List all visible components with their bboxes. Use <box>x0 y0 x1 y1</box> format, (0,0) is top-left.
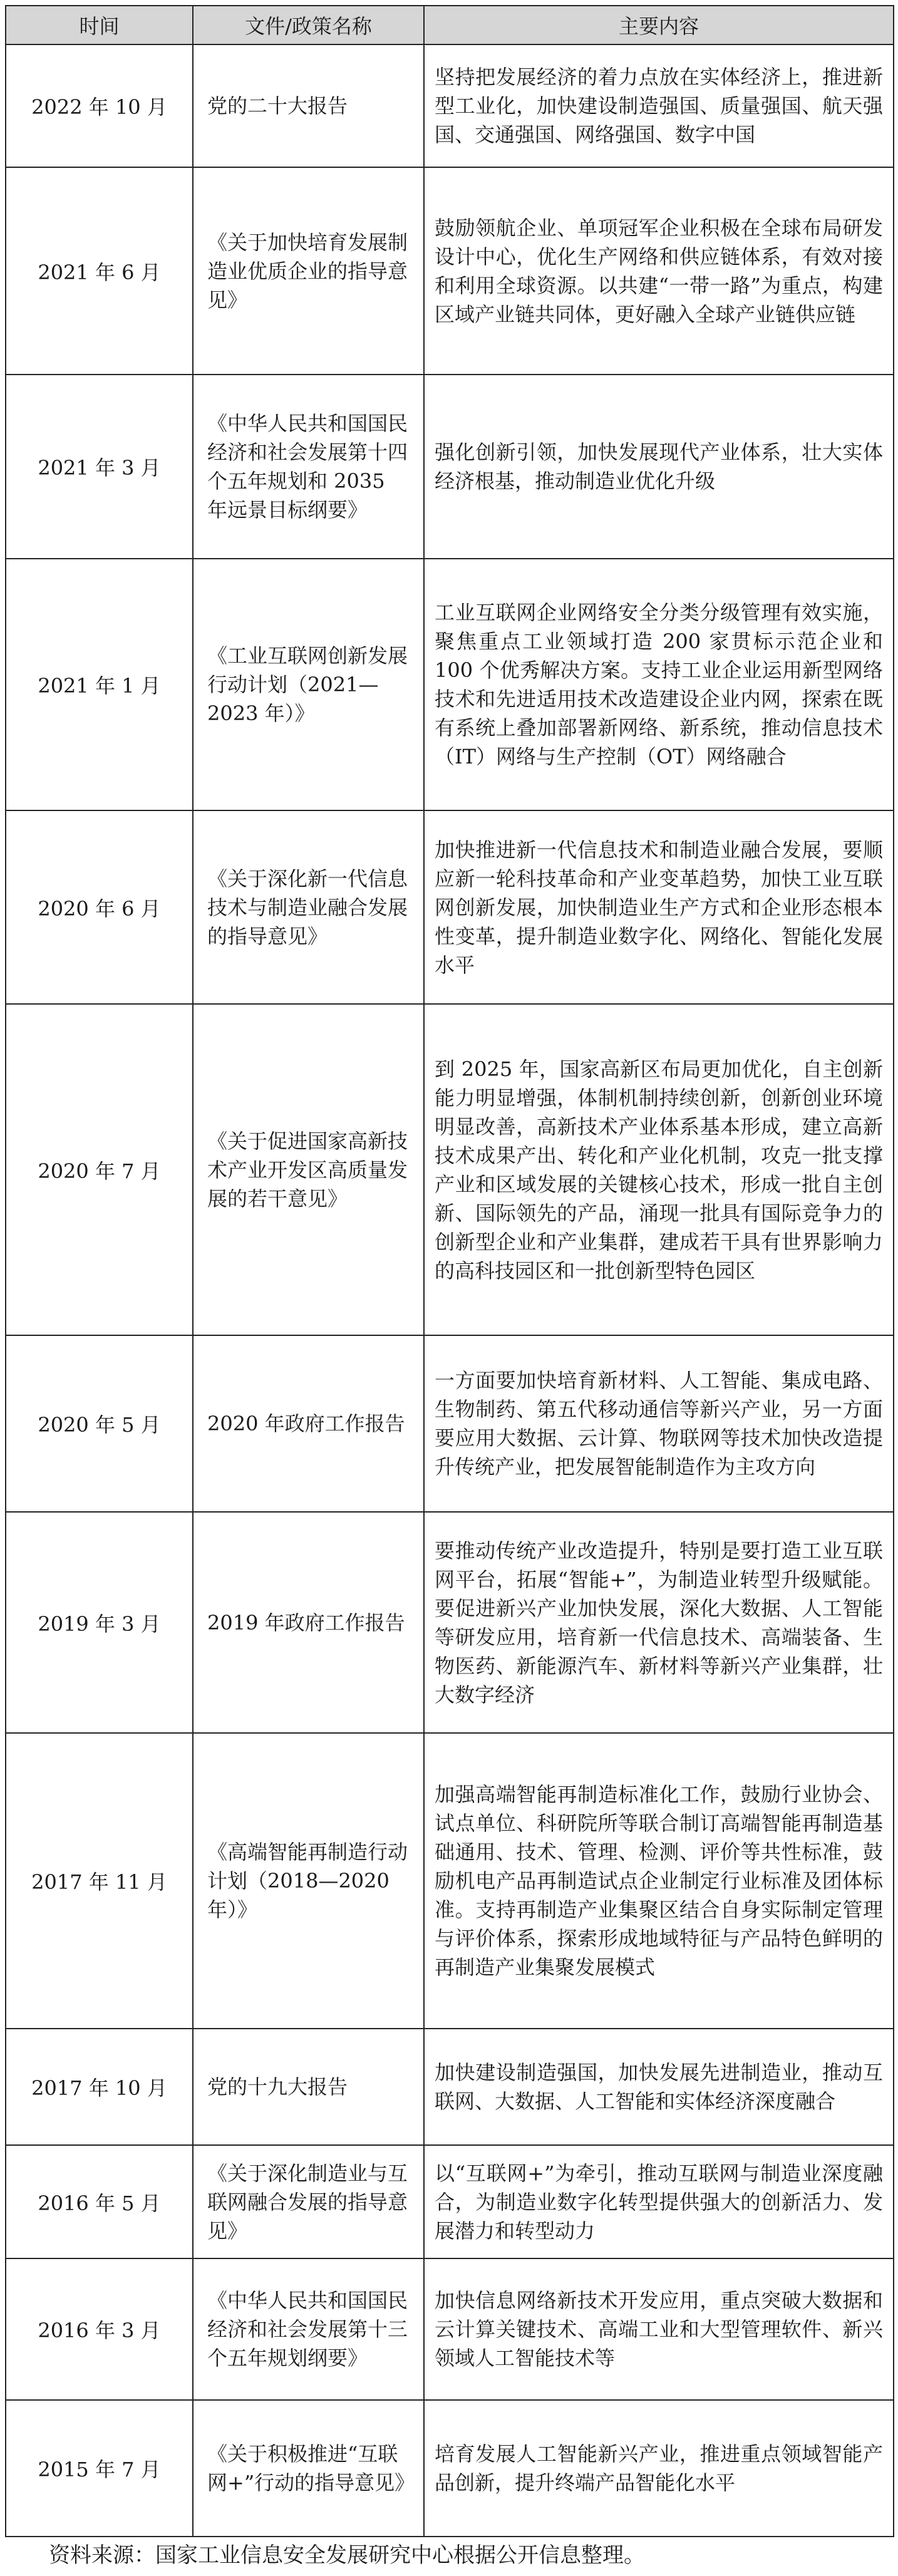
time-cell: 2020 年 5 月 <box>6 1335 193 1512</box>
table-body <box>6 44 894 2537</box>
name-cell: 《中华人民共和国国民经济和社会发展第十三个五年规划纲要》 <box>193 2258 424 2400</box>
name-cell: 《中华人民共和国国民经济和社会发展第十四个五年规划和 2035 年远景目标纲要》 <box>193 375 424 559</box>
content-cell: 强化创新引领，加快发展现代产业体系，壮大实体经济根基，推动制造业优化升级 <box>424 375 894 559</box>
name-cell: 《高端智能再制造行动计划（2018—2020 年）》 <box>193 1733 424 2029</box>
time-cell: 2020 年 7 月 <box>6 1004 193 1335</box>
name-cell: 《关于促进国家高新技术产业开发区高质量发展的若干意见》 <box>193 1004 424 1335</box>
content-cell: 鼓励领航企业、单项冠军企业积极在全球布局研发设计中心，优化生产网络和供应链体系，有效对接和利用全球资源。以共建“一带一路”为重点，构建区域产业链共同体，更好融入全球产业链供应链 <box>424 167 894 375</box>
table-row <box>6 1335 894 1512</box>
header-name: 文件/政策名称 <box>193 6 424 44</box>
content-cell: 要推动传统产业改造提升，特别是要打造工业互联网平台，拓展“智能+”，为制造业转型升级赋能。要促进新兴产业加快发展，深化大数据、人工智能等研发应用，培育新一代信息技术、高端装备、生物医药、新能源汽车、新材料等新兴产业集群，壮大数字经济 <box>424 1512 894 1733</box>
name-cell: 《关于深化制造业与互联网融合发展的指导意见》 <box>193 2145 424 2258</box>
table-row <box>6 559 894 810</box>
content-cell: 以“互联网+”为牵引，推动互联网与制造业深度融合，为制造业数字化转型提供强大的创新活力、发展潜力和转型动力 <box>424 2145 894 2258</box>
content-cell: 加快建设制造强国，加快发展先进制造业，推动互联网、大数据、人工智能和实体经济深度融合 <box>424 2029 894 2145</box>
content-cell: 加快推进新一代信息技术和制造业融合发展，要顺应新一轮科技革命和产业变革趋势，加快工业互联网创新发展，加快制造业生产方式和企业形态根本性变革，提升制造业数字化、网络化、智能化发展水平 <box>424 810 894 1004</box>
table-row <box>6 1004 894 1335</box>
content-cell: 加强高端智能再制造标准化工作，鼓励行业协会、试点单位、科研院所等联合制订高端智能再制造基础通用、技术、管理、检测、评价等共性标准，鼓励机电产品再制造试点企业制定行业标准及团体标准。支持再制造产业集聚区结合自身实际制定管理与评价体系，探索形成地域特征与产品特色鲜明的再制造产业集聚发展模式 <box>424 1733 894 2029</box>
content-cell: 加快信息网络新技术开发应用，重点突破大数据和云计算关键技术、高端工业和大型管理软件、新兴领域人工智能技术等 <box>424 2258 894 2400</box>
table-row <box>6 2029 894 2145</box>
time-cell: 2021 年 1 月 <box>6 559 193 810</box>
header-content: 主要内容 <box>424 6 894 44</box>
time-cell: 2016 年 3 月 <box>6 2258 193 2400</box>
time-cell: 2017 年 11 月 <box>6 1733 193 2029</box>
table-row <box>6 375 894 559</box>
header-time: 时间 <box>6 6 193 44</box>
header-row <box>6 6 894 44</box>
time-cell: 2020 年 6 月 <box>6 810 193 1004</box>
table-row <box>6 167 894 375</box>
time-cell: 2015 年 7 月 <box>6 2400 193 2537</box>
name-cell: 《关于积极推进“互联网+”行动的指导意见》 <box>193 2400 424 2537</box>
table-row <box>6 2400 894 2537</box>
table-row <box>6 1512 894 1733</box>
time-cell: 2022 年 10 月 <box>6 44 193 167</box>
table-row <box>6 44 894 167</box>
content-cell: 工业互联网企业网络安全分类分级管理有效实施，聚焦重点工业领域打造 200 家贯标示范企业和 100 个优秀解决方案。支持工业企业运用新型网络技术和先进适用技术改造建设企业内网，探索在既有系统上叠加部署新网络、新系统，推动信息技术（IT）网络与生产控制（OT）网络融合 <box>424 559 894 810</box>
name-cell: 《关于加快培育发展制造业优质企业的指导意见》 <box>193 167 424 375</box>
policy-table <box>5 5 894 2537</box>
table-row <box>6 1733 894 2029</box>
table-row <box>6 2258 894 2400</box>
time-cell: 2021 年 3 月 <box>6 375 193 559</box>
time-cell: 2021 年 6 月 <box>6 167 193 375</box>
content-cell: 一方面要加快培育新材料、人工智能、集成电路、生物制药、第五代移动通信等新兴产业，另一方面要应用大数据、云计算、物联网等技术加快改造提升传统产业，把发展智能制造作为主攻方向 <box>424 1335 894 1512</box>
table-row <box>6 2145 894 2258</box>
content-cell: 培育发展人工智能新兴产业，推进重点领域智能产品创新，提升终端产品智能化水平 <box>424 2400 894 2537</box>
name-cell: 《关于深化新一代信息技术与制造业融合发展的指导意见》 <box>193 810 424 1004</box>
time-cell: 2017 年 10 月 <box>6 2029 193 2145</box>
name-cell: 2019 年政府工作报告 <box>193 1512 424 1733</box>
name-cell: 党的十九大报告 <box>193 2029 424 2145</box>
name-cell: 党的二十大报告 <box>193 44 424 167</box>
content-cell: 坚持把发展经济的着力点放在实体经济上，推进新型工业化，加快建设制造强国、质量强国、航天强国、交通强国、网络强国、数字中国 <box>424 44 894 167</box>
table-row <box>6 810 894 1004</box>
source-note: 资料来源：国家工业信息安全发展研究中心根据公开信息整理。 <box>49 2543 645 2568</box>
content-cell: 到 2025 年，国家高新区布局更加优化，自主创新能力明显增强，体制机制持续创新，创新创业环境明显改善，高新技术产业体系基本形成，建立高新技术成果产出、转化和产业化机制，攻克一批支撑产业和区域发展的关键核心技术，形成一批自主创新、国际领先的产品，涌现一批具有国际竞争力的创新型企业和产业集群，建成若干具有世界影响力的高科技园区和一批创新型特色园区 <box>424 1004 894 1335</box>
time-cell: 2016 年 5 月 <box>6 2145 193 2258</box>
table-header <box>6 6 894 44</box>
name-cell: 《工业互联网创新发展行动计划（2021—2023 年）》 <box>193 559 424 810</box>
name-cell: 2020 年政府工作报告 <box>193 1335 424 1512</box>
time-cell: 2019 年 3 月 <box>6 1512 193 1733</box>
